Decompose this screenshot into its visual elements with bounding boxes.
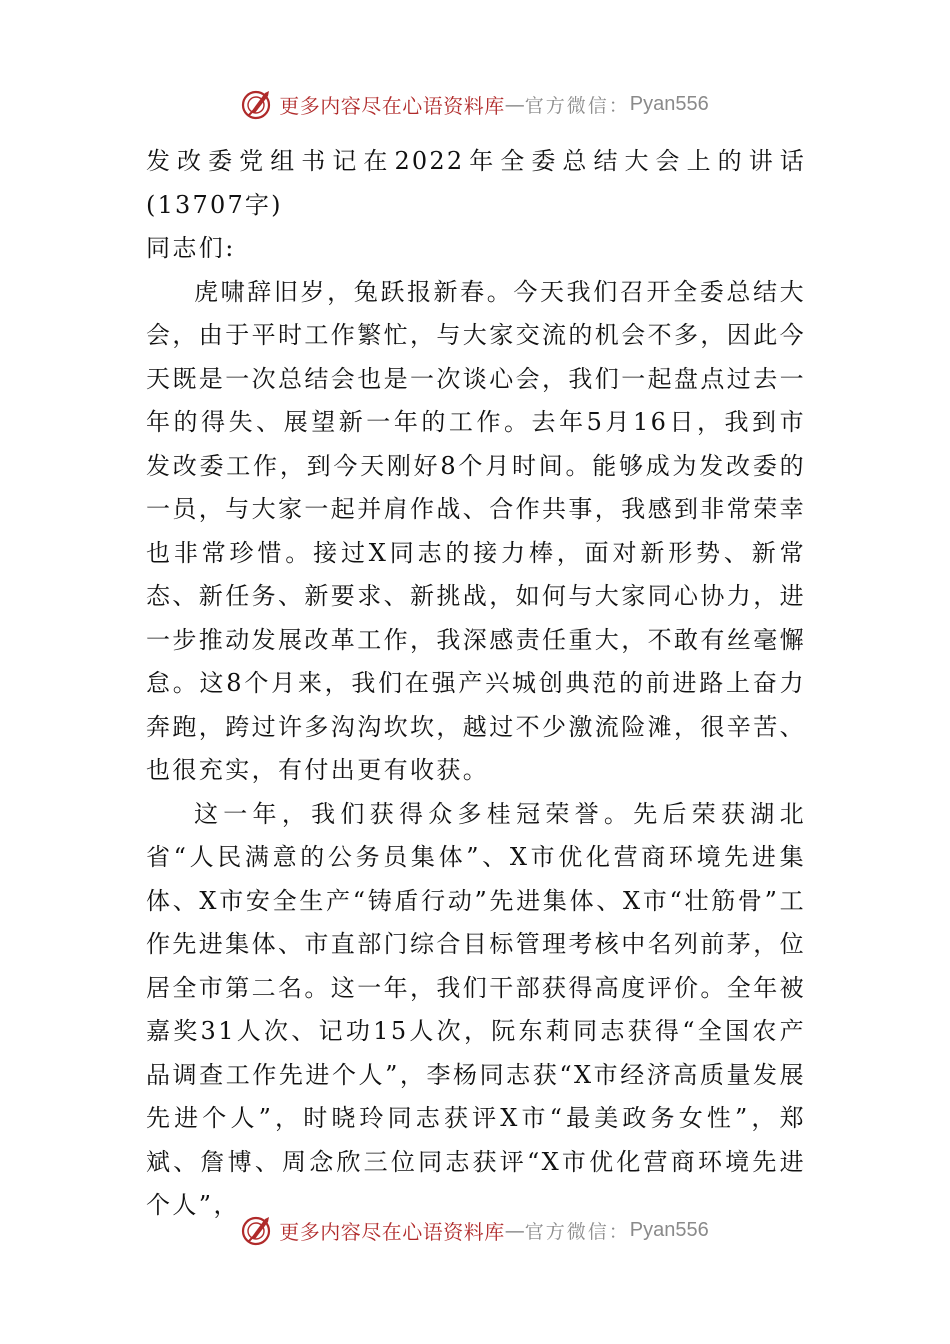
watermark-wechat-id: Pyan556	[629, 92, 709, 115]
watermark-dash: —	[504, 1218, 525, 1242]
salutation: 同志们:	[146, 234, 236, 262]
document-title: 发改委党组书记在2022年全委总结大会上的讲话(13707字)	[146, 147, 806, 219]
header-watermark	[0, 84, 950, 124]
quill-seal-icon	[241, 87, 275, 121]
footer-watermark	[0, 1210, 950, 1250]
document-body	[146, 140, 806, 1228]
watermark-library-text: 更多内容尽在心语资料库	[279, 1219, 505, 1244]
watermark-dash: —	[504, 92, 525, 116]
paragraph-2: 这一年，我们获得众多桂冠荣誉。先后荣获湖北省“人民满意的公务员集体”、X市优化营商环境先进集体、X市安全生产“铸盾行动”先进集体、X市“壮筋骨”工作先进集体、市直部门综合目标管理考核中名列前茅，位居全市第二名。这一年，我们干部获得高度评价。全年被嘉奖31人次、记功15人次，阮东莉同志获得“全国农产品调查工作先进个人”，李杨同志获“X市经济高质量发展先进个人”，时晓玲同志获评X市“最美政务女性”，郑斌、詹博、周念欣三位同志获评“X市优化营商环境先进个人”，	[146, 799, 806, 1219]
quill-seal-icon	[241, 1213, 275, 1247]
watermark-library-text: 更多内容尽在心语资料库	[279, 93, 505, 118]
paragraph-1: 虎啸辞旧岁，兔跃报新春。今天我们召开全委总结大会，由于平时工作繁忙，与大家交流的机会不多，因此今天既是一次总结会也是一次谈心会，我们一起盘点过去一年的得失、展望新一年的工作。去年5月16日，我到市发改委工作，到今天刚好8个月时间。能够成为发改委的一员，与大家一起并肩作战、合作共事，我感到非常荣幸也非常珍惜。接过X同志的接力棒，面对新形势、新常态、新任务、新要求、新挑战，如何与大家同心协力，进一步推动发展改革工作，我深感责任重大，不敢有丝毫懈怠。这8个月来，我们在强产兴城创典范的前进路上奋力奔跑，跨过许多沟沟坎坎，越过不少激流险滩，很辛苦、也很充实，有付出更有收获。	[146, 277, 806, 784]
watermark-wechat-label: 官方微信：	[524, 1220, 630, 1243]
watermark-wechat-id: Pyan556	[629, 1218, 709, 1241]
watermark-wechat-label: 官方微信：	[524, 94, 630, 117]
